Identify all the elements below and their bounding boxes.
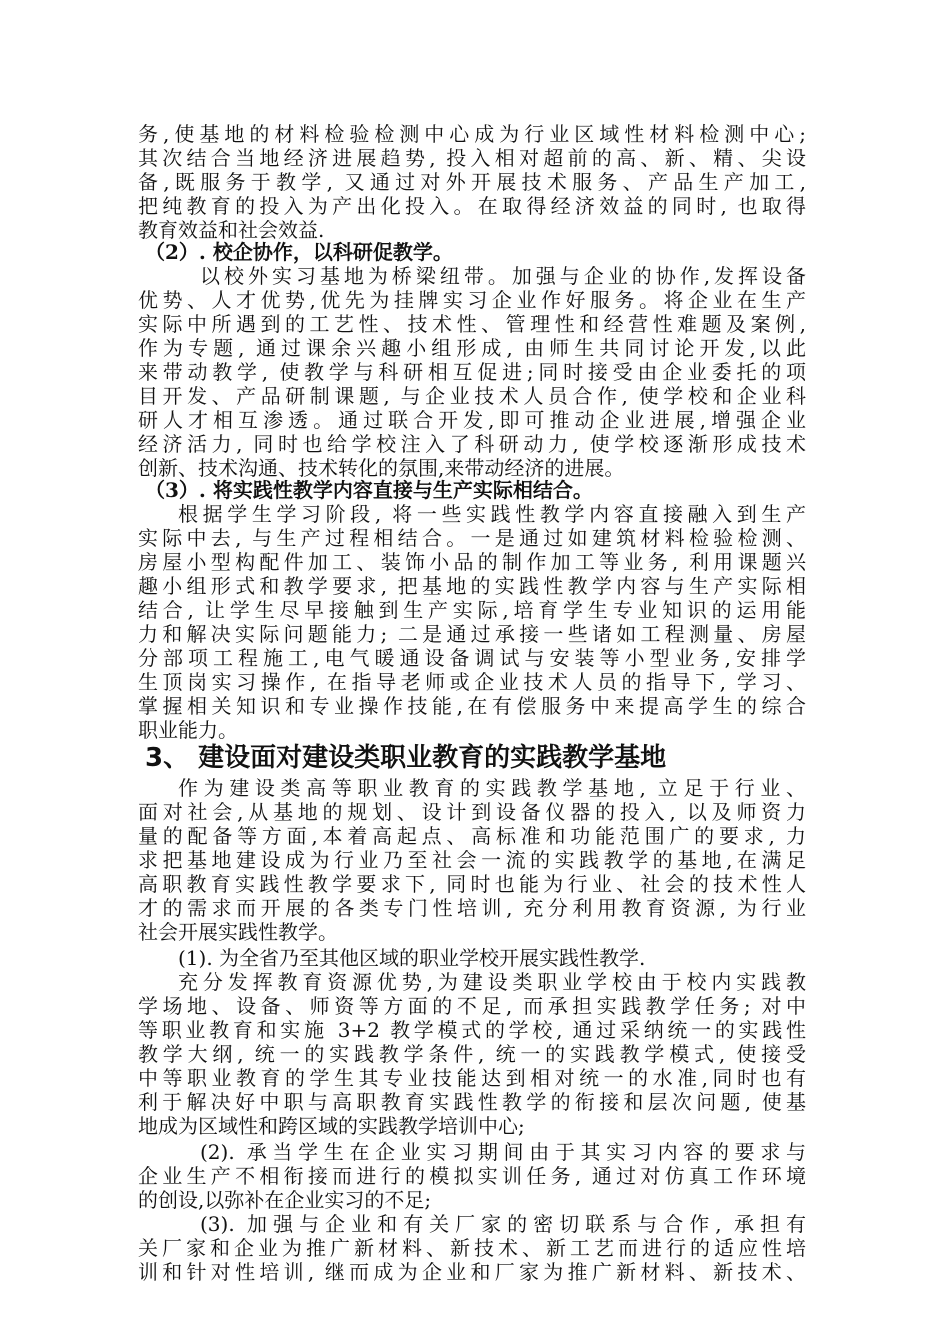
body-text-line: 分部项工程施工,电气暖通设备调试与安装等小型业务,安排学 bbox=[138, 646, 806, 670]
body-text-line: 企业生产不相衔接而进行的模拟实训任务, 通过对仿真工作环境 bbox=[138, 1164, 806, 1188]
body-text-line: 关厂家和企业为推广新材料、新技术、新工艺而进行的适应性培 bbox=[138, 1236, 806, 1260]
body-text-line: 趣小组形式和教学要求, 把基地的实践性教学内容与生产实际相 bbox=[138, 574, 806, 598]
body-text-line: 力和解决实际问题能力; 二是通过承接一些诸如工程测量、房屋 bbox=[138, 622, 806, 646]
body-text-line: 根据学生学习阶段, 将一些实践性教学内容直接融入到生产 bbox=[178, 502, 806, 526]
body-text-line: 量的配备等方面,本着高起点、高标准和功能范围广的要求, 力 bbox=[138, 824, 806, 848]
body-text-line: 研人才相互渗透。通过联合开发,即可推动企业进展,增强企业 bbox=[138, 408, 806, 432]
body-text-line: 实际中去, 与生产过程相结合。一是通过如建筑材料检验检测、 bbox=[138, 526, 806, 550]
body-text-line: 创新、技术沟通、技术转化的氛围,来带动经济的进展。 bbox=[138, 456, 625, 480]
body-text-line: 社会开展实践性教学。 bbox=[138, 920, 338, 944]
body-text-line: 务,使基地的材料检验检测中心成为行业区域性材料检测中心; bbox=[138, 122, 806, 146]
body-text-line: 地成为区域性和跨区域的实践教学培训中心; bbox=[138, 1114, 525, 1138]
body-text-line: 作为专题, 通过课余兴趣小组形成, 由师生共同讨论开发,以此 bbox=[138, 336, 806, 360]
body-text-line: 生顶岗实习操作, 在指导老师或企业技术人员的指导下, 学习、 bbox=[138, 670, 806, 694]
body-text-line: 实际中所遇到的工艺性、技术性、管理性和经营性难题及案例, bbox=[138, 312, 806, 336]
body-text-line: 经济活力, 同时也给学校注入了科研动力, 使学校逐渐形成技术 bbox=[138, 432, 806, 456]
body-text-line: 备,既服务于教学, 又通过对外开展技术服务、产品生产加工, bbox=[138, 170, 806, 194]
body-text-line: 训和针对性培训, 继而成为企业和厂家为推广新材料、新技术、 bbox=[138, 1260, 806, 1284]
body-text-line: 教学大纲, 统一的实践教学条件, 统一的实践教学模式, 使接受 bbox=[138, 1042, 806, 1066]
body-text-line: 充分发挥教育资源优势,为建设类职业学校由于校内实践教 bbox=[178, 970, 806, 994]
body-text-line: 利于解决好中职与高职教育实践性教学的衔接和层次问题, 使基 bbox=[138, 1090, 806, 1114]
body-text-line: 高职教育实践性教学要求下, 同时也能为行业、社会的技术性人 bbox=[138, 872, 806, 896]
body-text-line: 等职业教育和实施 3+2 教学模式的学校, 通过采纳统一的实践性 bbox=[138, 1018, 806, 1042]
body-text-line: 求把基地建设成为行业乃至社会一流的实践教学的基地,在满足 bbox=[138, 848, 806, 872]
body-text-line: 把纯教育的投入为产出化投入。在取得经济效益的同时, 也取得 bbox=[138, 194, 806, 218]
body-text-line: 职业能力。 bbox=[138, 718, 238, 742]
body-text-line: 学场地、设备、师资等方面的不足, 而承担实践教学任务; 对中 bbox=[138, 994, 806, 1018]
body-text-line: 掌握相关知识和专业操作技能,在有偿服务中来提高学生的综合 bbox=[138, 694, 806, 718]
body-text-line: 中等职业教育的学生其专业技能达到相对统一的水准,同时也有 bbox=[138, 1066, 806, 1090]
numbered-item: (2). 承当学生在企业实习期间由于其实习内容的要求与 bbox=[200, 1140, 806, 1164]
body-text-line: 其次结合当地经济进展趋势, 投入相对超前的高、新、精、尖设 bbox=[138, 146, 806, 170]
subsection-heading: （2）. 校企协作，以科研促教学。 bbox=[145, 240, 453, 264]
body-text-line: 的创设,以弥补在企业实习的不足; bbox=[138, 1188, 432, 1212]
subsection-heading: （3）. 将实践性教学内容直接与生产实际相结合。 bbox=[145, 478, 593, 502]
body-text-line: 目开发、产品研制课题, 与企业技术人员合作, 使学校和企业科 bbox=[138, 384, 806, 408]
body-text-line: 教育效益和社会效益. bbox=[138, 218, 325, 242]
body-text-line: 来带动教学, 使教学与科研相互促进;同时接受由企业委托的项 bbox=[138, 360, 806, 384]
body-text-line: 才的需求而开展的各类专门性培训, 充分利用教育资源, 为行业 bbox=[138, 896, 806, 920]
body-text-line: 面对社会,从基地的规划、设计到设备仪器的投入, 以及师资力 bbox=[138, 800, 806, 824]
body-text-line: 以校外实习基地为桥梁纽带。加强与企业的协作,发挥设备 bbox=[200, 264, 806, 288]
numbered-item: (1). 为全省乃至其他区域的职业学校开展实践性教学. bbox=[178, 946, 646, 970]
body-text-line: 房屋小型构配件加工、装饰小品的制作加工等业务, 利用课题兴 bbox=[138, 550, 806, 574]
body-text-line: 结合, 让学生尽早接触到生产实际,培育学生专业知识的运用能 bbox=[138, 598, 806, 622]
body-text-line: 优势、人才优势,优先为挂牌实习企业作好服务。将企业在生产 bbox=[138, 288, 806, 312]
numbered-item: (3). 加强与企业和有关厂家的密切联系与合作, 承担有 bbox=[200, 1212, 806, 1236]
section-heading: 3、 建设面对建设类职业教育的实践教学基地 bbox=[145, 743, 667, 773]
body-text-line: 作为建设类高等职业教育的实践教学基地, 立足于行业、 bbox=[178, 776, 806, 800]
